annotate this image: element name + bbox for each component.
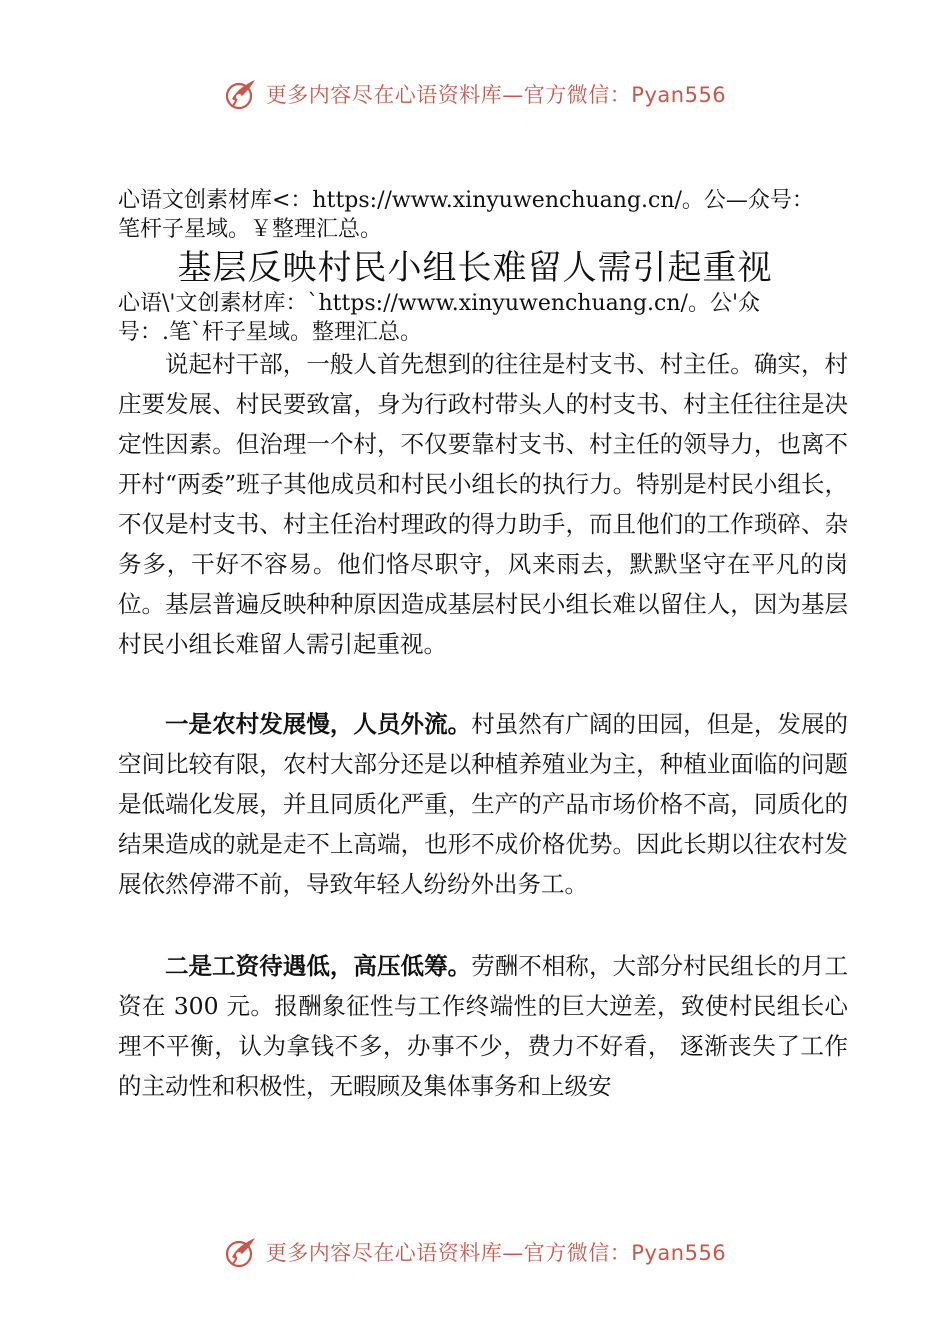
point-two-heading: 二是工资待遇低，高压低筹。 (165, 952, 472, 980)
quill-logo-icon (224, 77, 258, 111)
source-note-line: 心语文创素材库<：https://www.xinyuwenchuang.cn/。公—众号： (118, 188, 814, 213)
footer-watermark (0, 1230, 950, 1274)
intro-paragraph: 说起村干部，一般人首先想到的往往是村支书、村主任。确实，村庄要发展、村民要致富，身为行政村带头人的村支书、村主任往往是决定性因素。但治理一个村，不仅要靠村支书、村主任的领导力，也离不开村“两委”班子其他成员和村民小组长的执行力。特别是村民小组长，不仅是村支书、村主任治村理政的得力助手，而且他们的工作琐碎、杂务多，干好不容易。他们恪尽职守，风来雨去，默默坚守在平凡的岗位。基层普遍反映种种原因造成基层村民小组长难以留住人，因为基层村民小组长难留人需引起重视。 (118, 350, 848, 658)
source-note-line: 号：.笔`杆子星域。整理汇总。 (118, 320, 422, 345)
source-note-line: 笔杆子星域。￥整理汇总。 (118, 217, 383, 242)
source-note-line: 心语\'文创素材库：`https://www.xinyuwenchuang.cn/。公'众 (118, 291, 760, 316)
quill-logo-icon (224, 1235, 258, 1269)
point-two-body: 劳酬不相称，大部分村民组长的月工资在 300 元。报酬象征性与工作终端性的巨大逆差，致使村民组长心理不平衡，认为拿钱不多，办事不少，费力不好看， 逐渐丧失了工作的主动性和积极性，无暇顾及集体事务和上级安 (118, 952, 849, 1100)
point-one-body: 村虽然有广阔的田园，但是，发展的空间比较有限，农村大部分还是以种植养殖业为主，种植业面临的问题是低端化发展，并且同质化严重，生产的产品市场价格不高，同质化的结果造成的就是走不上高端，也形不成价格优势。因此长期以往农村发展依然停滞不前，导致年轻人纷纷外出务工。 (118, 710, 849, 898)
point-one-paragraph (118, 704, 848, 904)
watermark-text: 更多内容尽在心语资料库—官方微信：Pyan556 (265, 1241, 727, 1265)
point-two-paragraph (118, 946, 848, 1106)
document-title: 基层反映村民小组长难留人需引起重视 (177, 248, 773, 288)
point-one-heading: 一是农村发展慢，人员外流。 (165, 710, 472, 738)
watermark-text: 更多内容尽在心语资料库—官方微信：Pyan556 (265, 83, 727, 107)
header-watermark (0, 72, 950, 116)
